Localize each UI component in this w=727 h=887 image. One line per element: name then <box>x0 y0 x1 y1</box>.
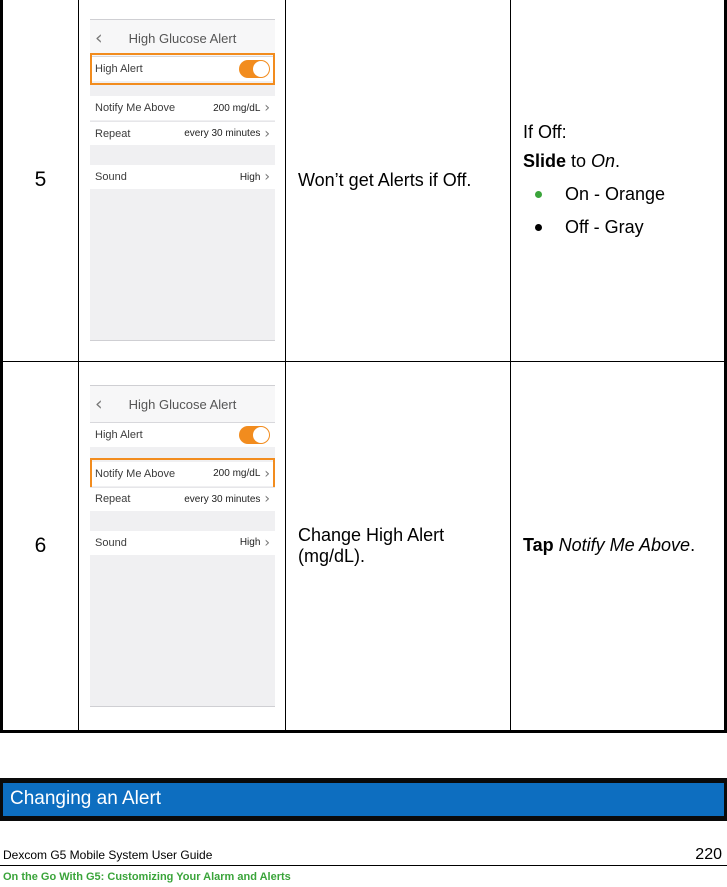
highlight-box <box>90 53 275 85</box>
description-text: Won’t get Alerts if Off. <box>298 169 472 190</box>
footer-doc-title: Dexcom G5 Mobile System User Guide <box>3 848 213 862</box>
description-text: Change High Alert (mg/dL). <box>298 524 445 566</box>
sound-row <box>90 165 275 189</box>
chevron-left-icon: ‹ <box>95 392 103 415</box>
action-connector: to <box>566 151 592 172</box>
step-action <box>511 0 726 361</box>
action-instruction <box>523 535 712 556</box>
chevron-right-icon: › <box>264 465 270 482</box>
row-value: every 30 minutes <box>184 128 261 140</box>
bullet-icon <box>535 191 542 198</box>
action-end: . <box>690 535 696 555</box>
action-target: On <box>591 151 616 172</box>
row-label: Notify Me Above <box>95 467 176 480</box>
screen-title: High Glucose Alert <box>128 396 237 412</box>
section-heading-bar <box>0 778 727 821</box>
chevron-left-icon: ‹ <box>95 27 103 50</box>
footer-chapter: On the Go With G5: Customizing Your Alarm and Alerts <box>3 871 291 883</box>
phone-screenshot <box>90 19 275 341</box>
step-description <box>286 0 511 361</box>
chevron-right-icon: › <box>264 534 270 551</box>
repeat-row <box>90 487 275 511</box>
screen-title: High Glucose Alert <box>128 31 237 47</box>
row-label: Repeat <box>95 127 131 140</box>
action-condition: If Off: <box>523 122 567 143</box>
high-alert-toggle <box>239 426 270 444</box>
notify-me-above-row <box>90 96 275 120</box>
section-heading: Changing an Alert <box>3 783 724 816</box>
chevron-right-icon: › <box>264 100 270 117</box>
action-instruction <box>523 151 712 172</box>
step-description <box>286 361 511 731</box>
bullet-icon <box>535 224 542 231</box>
action-end: . <box>615 151 621 172</box>
row-value: 200 mg/dL <box>213 102 261 114</box>
toggle-color-list <box>523 184 712 238</box>
step-number: 6 <box>2 361 79 731</box>
highlight-box <box>90 458 275 490</box>
step-action <box>511 361 726 731</box>
row-label: High Alert <box>95 63 143 76</box>
action-verb: Slide <box>523 151 567 172</box>
row-label: Notify Me Above <box>95 102 176 115</box>
list-item <box>523 217 712 238</box>
bullet-text: Off - Gray <box>565 217 644 238</box>
step-row-6 <box>2 361 726 731</box>
bullet-text: On - Orange <box>565 184 666 205</box>
row-value: every 30 minutes <box>184 493 261 505</box>
row-value: High <box>239 171 261 183</box>
row-label: High Alert <box>95 428 143 441</box>
row-label: Repeat <box>95 493 131 505</box>
step-number: 5 <box>2 0 79 361</box>
sound-row <box>90 531 275 555</box>
row-label: Sound <box>95 536 127 549</box>
row-value: 200 mg/dL <box>213 468 261 479</box>
screen-header <box>90 386 275 423</box>
action-verb: Tap <box>523 535 554 555</box>
phone-screenshot <box>90 385 275 707</box>
chevron-right-icon: › <box>264 125 270 142</box>
row-label: Sound <box>95 171 127 184</box>
step-screenshot-cell <box>79 0 286 361</box>
chevron-right-icon: › <box>264 491 270 507</box>
screen-header <box>90 20 275 57</box>
row-value: High <box>239 537 261 548</box>
high-alert-row <box>90 423 275 447</box>
footer-divider <box>0 865 727 866</box>
repeat-row <box>90 121 275 145</box>
step-screenshot-cell <box>79 361 286 731</box>
chevron-right-icon: › <box>264 169 270 186</box>
list-item <box>523 184 712 205</box>
step-row-5 <box>2 0 726 361</box>
action-target: Notify Me Above <box>553 535 691 555</box>
footer-page-number: 220 <box>695 846 722 863</box>
